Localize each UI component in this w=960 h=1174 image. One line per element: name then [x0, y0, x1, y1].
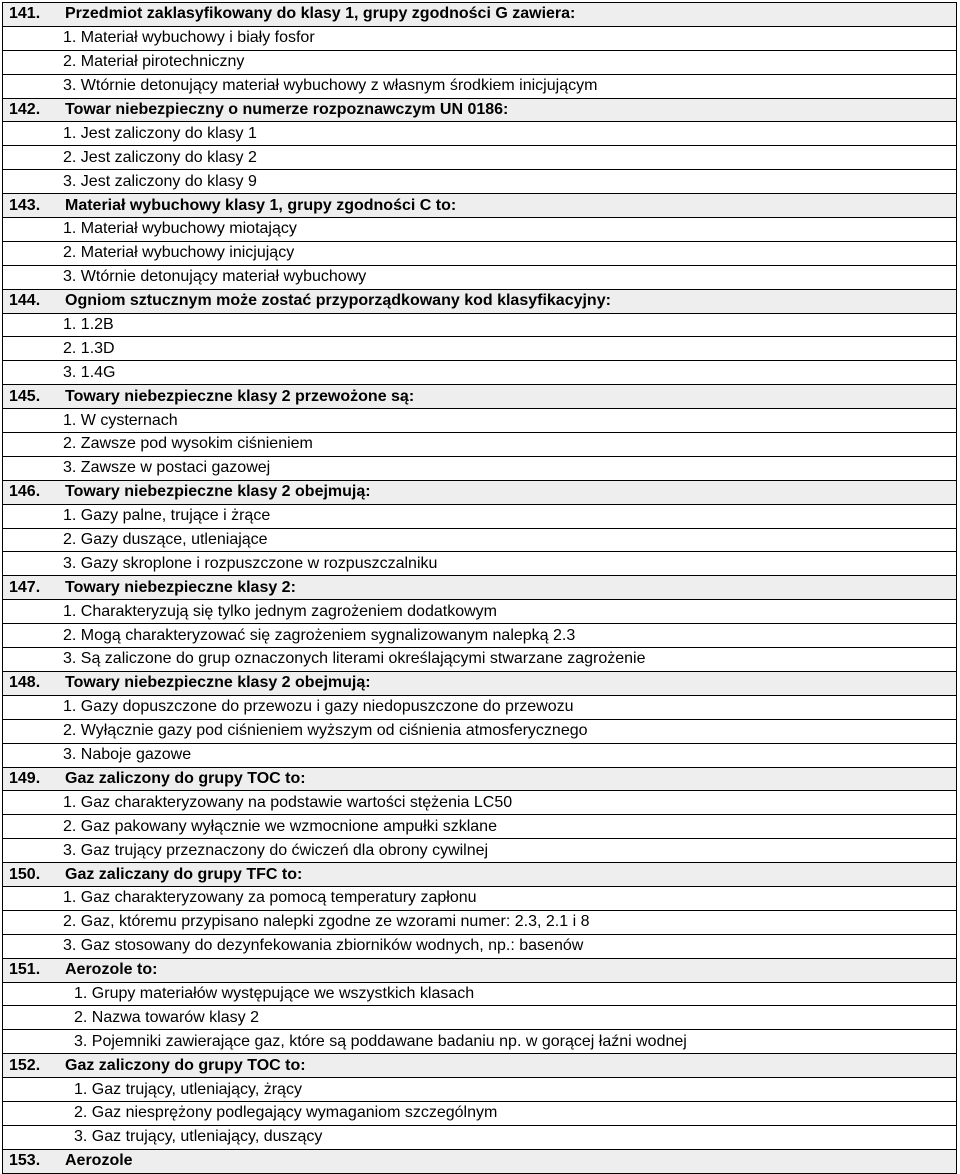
question-number: 153. — [9, 1152, 41, 1170]
question-text: Ogniom sztucznym może zostać przyporządkowany kod klasyfikacyjny: — [65, 292, 611, 310]
answer-row — [3, 170, 957, 194]
question-text: Gaz zaliczony do grupy TOC to: — [65, 1056, 306, 1074]
question-cell — [3, 958, 957, 982]
question-cell — [3, 1149, 957, 1173]
answer-option: 2. Nazwa towarów klasy 2 — [3, 1006, 957, 1030]
answer-row — [3, 313, 957, 337]
question-row — [3, 767, 957, 791]
question-row — [3, 385, 957, 409]
question-text: Gaz zaliczany do grupy TFC to: — [65, 865, 303, 883]
question-number: 143. — [9, 196, 41, 214]
question-number: 144. — [9, 292, 41, 310]
answer-row — [3, 982, 957, 1006]
answer-row — [3, 456, 957, 480]
question-cell — [3, 863, 957, 887]
answer-row — [3, 886, 957, 910]
question-row — [3, 1054, 957, 1078]
question-text: Materiał wybuchowy klasy 1, grupy zgodności C to: — [65, 196, 457, 214]
answer-option: 1. W cysternach — [3, 409, 957, 433]
question-number: 149. — [9, 769, 41, 787]
answer-option: 2. Materiał wybuchowy inicjujący — [3, 241, 957, 265]
question-number: 151. — [9, 961, 41, 979]
answer-option: 3. Gaz stosowany do dezynfekowania zbiorników wodnych, np.: basenów — [3, 934, 957, 958]
answer-option: 1. Materiał wybuchowy miotający — [3, 218, 957, 242]
answer-option: 1. Materiał wybuchowy i biały fosfor — [3, 26, 957, 50]
answer-option: 2. Gaz, któremu przypisano nalepki zgodne ze wzorami numer: 2.3, 2.1 i 8 — [3, 910, 957, 934]
answer-option: 1. Gaz charakteryzowany za pomocą temperatury zapłonu — [3, 886, 957, 910]
answer-row — [3, 50, 957, 74]
answer-row — [3, 743, 957, 767]
answer-row — [3, 791, 957, 815]
question-row — [3, 671, 957, 695]
answer-option: 3. Pojemniki zawierające gaz, które są poddawane badaniu np. w gorącej łaźni wodnej — [3, 1030, 957, 1054]
answer-option: 2. Zawsze pod wysokim ciśnieniem — [3, 433, 957, 457]
answer-row — [3, 1030, 957, 1054]
answer-option: 3. Wtórnie detonujący materiał wybuchowy z własnym środkiem inicjującym — [3, 74, 957, 98]
question-number: 148. — [9, 674, 41, 692]
answer-option: 3. Są zaliczone do grup oznaczonych literami określającymi stwarzane zagrożenie — [3, 648, 957, 672]
question-cell — [3, 767, 957, 791]
answer-row — [3, 719, 957, 743]
question-cell — [3, 3, 957, 27]
answer-option: 2. Jest zaliczony do klasy 2 — [3, 146, 957, 170]
answer-option: 3. Jest zaliczony do klasy 9 — [3, 170, 957, 194]
answer-option: 1. Gaz charakteryzowany na podstawie wartości stężenia LC50 — [3, 791, 957, 815]
question-text: Towary niebezpieczne klasy 2 obejmują: — [65, 483, 371, 501]
question-text: Towary niebezpieczne klasy 2 przewożone są: — [65, 387, 415, 405]
question-row — [3, 194, 957, 218]
question-number: 150. — [9, 865, 41, 883]
answer-row — [3, 815, 957, 839]
question-number: 145. — [9, 387, 41, 405]
answer-row — [3, 122, 957, 146]
answer-option: 1. Charakteryzują się tylko jednym zagrożeniem dodatkowym — [3, 600, 957, 624]
answer-option: 1. Gaz trujący, utleniający, żrący — [3, 1078, 957, 1102]
question-text: Aerozole to: — [65, 961, 158, 979]
answer-option: 3. 1.4G — [3, 361, 957, 385]
answer-row — [3, 528, 957, 552]
answer-row — [3, 910, 957, 934]
question-table — [2, 2, 957, 1174]
answer-option: 1. Gazy dopuszczone do przewozu i gazy niedopuszczone do przewozu — [3, 695, 957, 719]
question-row — [3, 958, 957, 982]
question-text: Przedmiot zaklasyfikowany do klasy 1, grupy zgodności G zawiera: — [65, 5, 576, 23]
answer-row — [3, 839, 957, 863]
question-row — [3, 863, 957, 887]
answer-row — [3, 624, 957, 648]
question-table-body — [3, 3, 957, 1174]
question-cell — [3, 1054, 957, 1078]
question-cell — [3, 194, 957, 218]
question-text: Towary niebezpieczne klasy 2 obejmują: — [65, 674, 371, 692]
answer-row — [3, 1078, 957, 1102]
question-text: Towary niebezpieczne klasy 2: — [65, 578, 296, 596]
question-cell — [3, 576, 957, 600]
answer-option: 3. Gaz trujący przeznaczony do ćwiczeń dla obrony cywilnej — [3, 839, 957, 863]
answer-option: 3. Gaz trujący, utleniający, duszący — [3, 1125, 957, 1149]
answer-row — [3, 265, 957, 289]
question-text: Towar niebezpieczny o numerze rozpoznawczym UN 0186: — [65, 101, 509, 118]
question-row — [3, 3, 957, 27]
answer-option: 2. Gaz niesprężony podlegający wymaganiom szczególnym — [3, 1101, 957, 1125]
question-row — [3, 289, 957, 313]
answer-option: 1. Jest zaliczony do klasy 1 — [3, 122, 957, 146]
question-row — [3, 576, 957, 600]
answer-option: 2. Gazy duszące, utleniające — [3, 528, 957, 552]
question-row — [3, 1149, 957, 1173]
answer-option: 3. Zawsze w postaci gazowej — [3, 456, 957, 480]
answer-row — [3, 241, 957, 265]
answer-row — [3, 337, 957, 361]
answer-row — [3, 504, 957, 528]
answer-row — [3, 1006, 957, 1030]
answer-row — [3, 74, 957, 98]
question-number: 152. — [9, 1056, 41, 1074]
question-row — [3, 480, 957, 504]
question-cell — [3, 289, 957, 313]
answer-option: 2. Gaz pakowany wyłącznie we wzmocnione ampułki szklane — [3, 815, 957, 839]
answer-row — [3, 26, 957, 50]
question-cell — [3, 385, 957, 409]
question-cell — [3, 480, 957, 504]
answer-option: 3. Wtórnie detonujący materiał wybuchowy — [3, 265, 957, 289]
answer-row — [3, 552, 957, 576]
answer-row — [3, 934, 957, 958]
answer-option: 2. Materiał pirotechniczny — [3, 50, 957, 74]
answer-row — [3, 648, 957, 672]
answer-row — [3, 433, 957, 457]
question-number: 146. — [9, 483, 41, 501]
answer-option: 3. Naboje gazowe — [3, 743, 957, 767]
answer-row — [3, 695, 957, 719]
answer-option: 3. Gazy skroplone i rozpuszczone w rozpuszczalniku — [3, 552, 957, 576]
answer-option: 1. 1.2B — [3, 313, 957, 337]
answer-row — [3, 600, 957, 624]
answer-row — [3, 1125, 957, 1149]
answer-row — [3, 361, 957, 385]
answer-option: 1. Gazy palne, trujące i żrące — [3, 504, 957, 528]
answer-row — [3, 1101, 957, 1125]
answer-option: 2. 1.3D — [3, 337, 957, 361]
question-text: Aerozole — [65, 1152, 133, 1170]
question-number: 147. — [9, 578, 41, 596]
question-number: 142. — [9, 101, 41, 118]
answer-row — [3, 218, 957, 242]
question-number: 141. — [9, 5, 41, 23]
answer-row — [3, 409, 957, 433]
answer-option: 1. Grupy materiałów występujące we wszystkich klasach — [3, 982, 957, 1006]
question-row — [3, 98, 957, 122]
question-cell — [3, 98, 957, 122]
answer-row — [3, 146, 957, 170]
question-cell — [3, 671, 957, 695]
answer-option: 2. Wyłącznie gazy pod ciśnieniem wyższym od ciśnienia atmosferycznego — [3, 719, 957, 743]
question-text: Gaz zaliczony do grupy TOC to: — [65, 769, 306, 787]
answer-option: 2. Mogą charakteryzować się zagrożeniem sygnalizowanym nalepką 2.3 — [3, 624, 957, 648]
